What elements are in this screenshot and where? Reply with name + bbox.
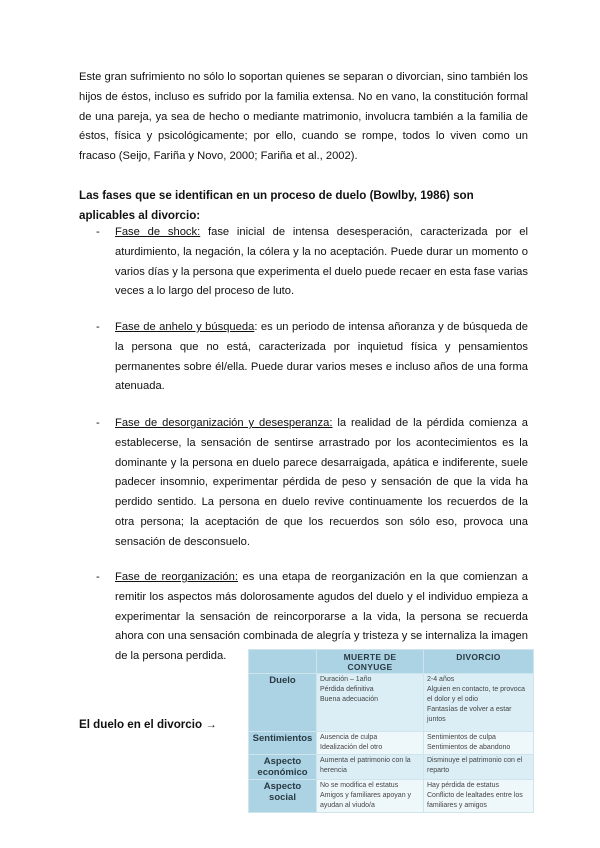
comparison-table: [248, 649, 534, 813]
bullet-dash: -: [96, 226, 100, 238]
phase-title: Fase de shock:: [115, 226, 201, 238]
phase-text: es una etapa de reorganización en la que comienzan a remitir los aspectos más dolorosamente agudos del duelo y el individuo empieza a experimentar la sensación de reincorporarse a la vida, la persona se recuerda ahora con una sensación combinada de alegría y tristeza y se internaliza la imagen de la persona perdida.: [115, 571, 528, 663]
table-cell: Ausencia de culpa Idealización del otro: [317, 732, 424, 755]
table-row: [249, 755, 534, 780]
row-label: Sentimientos: [249, 732, 317, 755]
table-header-empty: [249, 650, 317, 674]
phase-text: : es un periodo de intensa añoranza y de búsqueda de la persona que no está, caracterizada por inquietud física y pensamientos permanentes sobre él/ella. Puede durar varios meses e incluso años de una forma atenuada.: [115, 321, 528, 393]
row-label: Aspecto social: [249, 780, 317, 813]
phase-text: la realidad de la pérdida comienza a establecerse, la sensación de sentirse arrastrado por los acontecimientos es la dominante y la persona en duelo parece desarraigada, apática e indiferente, suele padecer insomnio, experimentar pérdida de peso y sensación de que la vida ha perdido sentido. La persona en duelo revive continuamente los recuerdos de la otra persona; la aceptación de que los recuerdos son sólo eso, provoca una sensación de desconsuelo.: [115, 417, 528, 548]
table-caption: El duelo en el divorcio →: [79, 718, 217, 731]
table-header-row: [249, 650, 534, 674]
bullet-dash: -: [96, 571, 100, 583]
table-row: [249, 780, 534, 813]
phases-heading: Las fases que se identifican en un proceso de duelo (Bowlby, 1986) son aplicables al divorcio:: [79, 189, 474, 222]
table-cell: No se modifica el estatus Amigos y familiares apoyan y ayudan al viudo/a: [317, 780, 424, 813]
phase-title: Fase de anhelo y búsqueda: [115, 321, 255, 333]
bullet-dash: -: [96, 417, 100, 429]
row-label: Aspecto económico: [249, 755, 317, 780]
table-row: [249, 732, 534, 755]
bullet-dash: -: [96, 321, 100, 333]
table-cell: Hay pérdida de estatus Conflicto de lealtades entre los familiares y amigos: [424, 780, 534, 813]
table-cell: 2-4 años Alguien en contacto, te provoca el dolor y el odio Fantasías de volver a estar juntos: [424, 674, 534, 732]
table-cell: Disminuye el patrimonio con el reparto: [424, 755, 534, 780]
table-cell: Duración – 1año Pérdida definitiva Buena adecuación: [317, 674, 424, 732]
table-cell: Sentimientos de culpa Sentimientos de abandono: [424, 732, 534, 755]
phase-item-shock: [96, 223, 528, 302]
row-label: Duelo: [249, 674, 317, 732]
phase-item-desorganizacion: [96, 414, 528, 553]
phase-title: Fase de desorganización y desesperanza:: [115, 417, 333, 429]
phase-item-anhelo: [96, 318, 528, 397]
table-header-divorcio: DIVORCIO: [424, 650, 534, 674]
intro-paragraph: Este gran sufrimiento no sólo lo soportan quienes se separan o divorcian, sino también los hijos de éstos, incluso es sufrido por la familia extensa. No en vano, la constitución formal de una pareja, ya sea de hecho o mediante matrimonio, involucra también a la familia de éstos, física y psicológicamente; por ello, cuando se rompe, todos lo viven como un fracaso (Seijo, Fariña y Novo, 2000; Fariña et al., 2002).: [79, 71, 528, 163]
table-header-muerte: MUERTE DE CONYUGE: [317, 650, 424, 674]
table-row: [249, 674, 534, 732]
table-cell: Aumenta el patrimonio con la herencia: [317, 755, 424, 780]
phase-title: Fase de reorganización:: [115, 571, 238, 583]
phase-text: fase inicial de intensa desesperación, caracterizada por el aturdimiento, la negación, la cólera y la no aceptación. Puede durar un momento o varios días y la persona que experimenta el duelo puede recaer en esta fase varias veces a lo largo del proceso de luto.: [115, 226, 529, 298]
